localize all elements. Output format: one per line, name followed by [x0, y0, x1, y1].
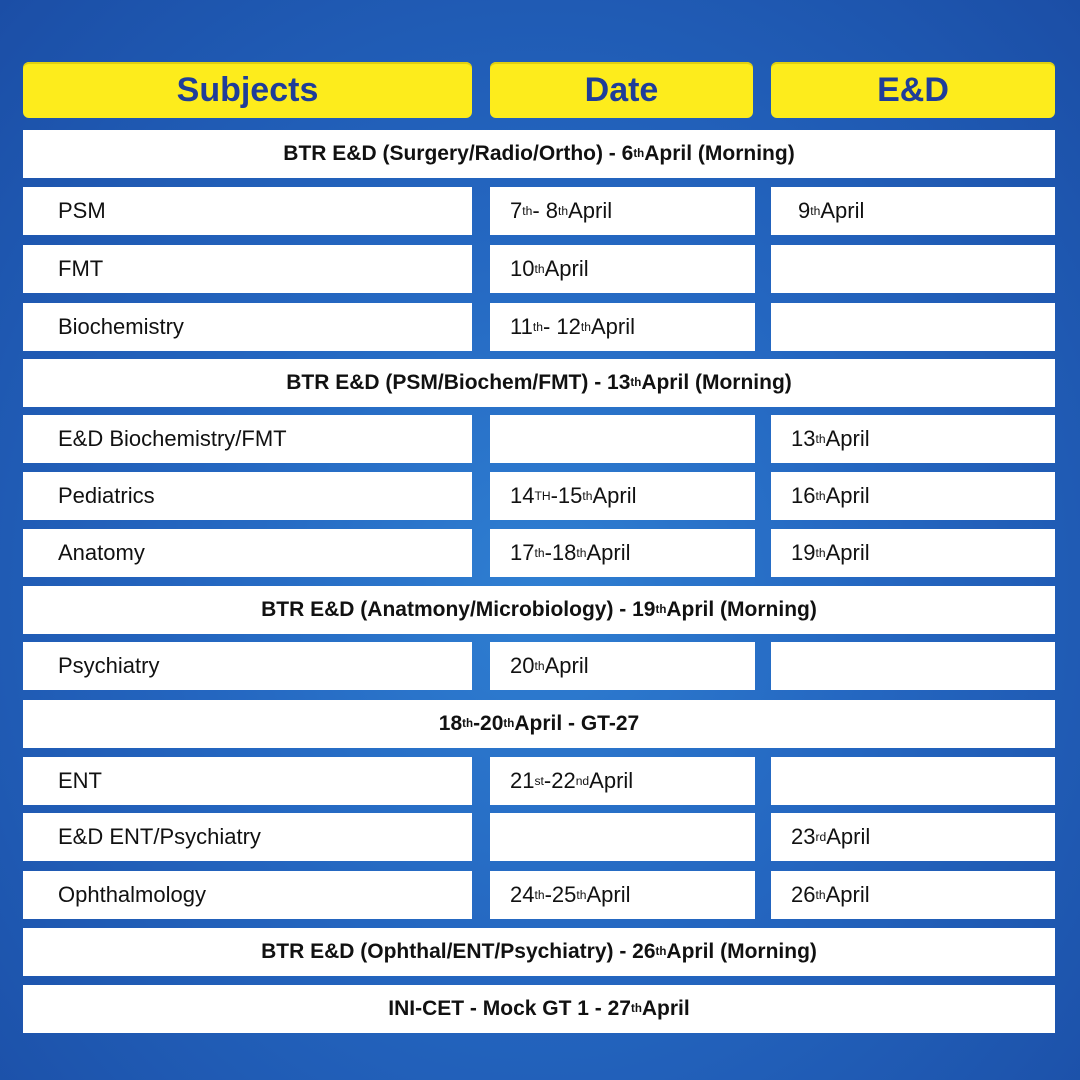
ed-biochemistry [771, 303, 1055, 351]
banner-btr-surgery: BTR E&D (Surgery/Radio/Ortho) - 6 th April (Morning) [23, 130, 1055, 178]
banner-gt27: 18 th -20 th April - GT-27 [23, 700, 1055, 748]
ed-pediatrics: 16 th April [771, 472, 1055, 520]
date-ed-ent-psych [490, 813, 755, 861]
ed-psychiatry [771, 642, 1055, 690]
date-ophthalmology: 24 th -25 th April [490, 871, 755, 919]
header-date: Date [490, 62, 753, 118]
subject-anatomy: Anatomy [23, 529, 472, 577]
ed-fmt [771, 245, 1055, 293]
banner-btr-psm: BTR E&D (PSM/Biochem/FMT) - 13 th April (Morning) [23, 359, 1055, 407]
subject-ent: ENT [23, 757, 472, 805]
ed-psm: 9 th April [771, 187, 1055, 235]
date-fmt: 10 th April [490, 245, 755, 293]
header-subjects: Subjects [23, 62, 472, 118]
subject-ed-ent-psych: E&D ENT/Psychiatry [23, 813, 472, 861]
date-psychiatry: 20 th April [490, 642, 755, 690]
subject-biochemistry: Biochemistry [23, 303, 472, 351]
date-ent: 21 st -22 nd April [490, 757, 755, 805]
date-pediatrics: 14 TH -15 th April [490, 472, 755, 520]
banner-btr-ophthal: BTR E&D (Ophthal/ENT/Psychiatry) - 26 th April (Morning) [23, 928, 1055, 976]
subject-psychiatry: Psychiatry [23, 642, 472, 690]
header-ed: E&D [771, 62, 1055, 118]
subject-ophthalmology: Ophthalmology [23, 871, 472, 919]
banner-ini-cet: INI-CET - Mock GT 1 - 27 th April [23, 985, 1055, 1033]
date-ed-biochem-fmt [490, 415, 755, 463]
ed-anatomy: 19 th April [771, 529, 1055, 577]
ed-ed-biochem-fmt: 13 th April [771, 415, 1055, 463]
ed-ent [771, 757, 1055, 805]
ed-ed-ent-psych: 23 rd April [771, 813, 1055, 861]
subject-ed-biochem-fmt: E&D Biochemistry/FMT [23, 415, 472, 463]
ed-ophthalmology: 26 th April [771, 871, 1055, 919]
date-biochemistry: 11 th - 12 th April [490, 303, 755, 351]
subject-psm: PSM [23, 187, 472, 235]
subject-fmt: FMT [23, 245, 472, 293]
subject-pediatrics: Pediatrics [23, 472, 472, 520]
banner-btr-anatomy: BTR E&D (Anatmony/Microbiology) - 19 th April (Morning) [23, 586, 1055, 634]
date-psm: 7 th - 8 th April [490, 187, 755, 235]
date-anatomy: 17 th -18 th April [490, 529, 755, 577]
